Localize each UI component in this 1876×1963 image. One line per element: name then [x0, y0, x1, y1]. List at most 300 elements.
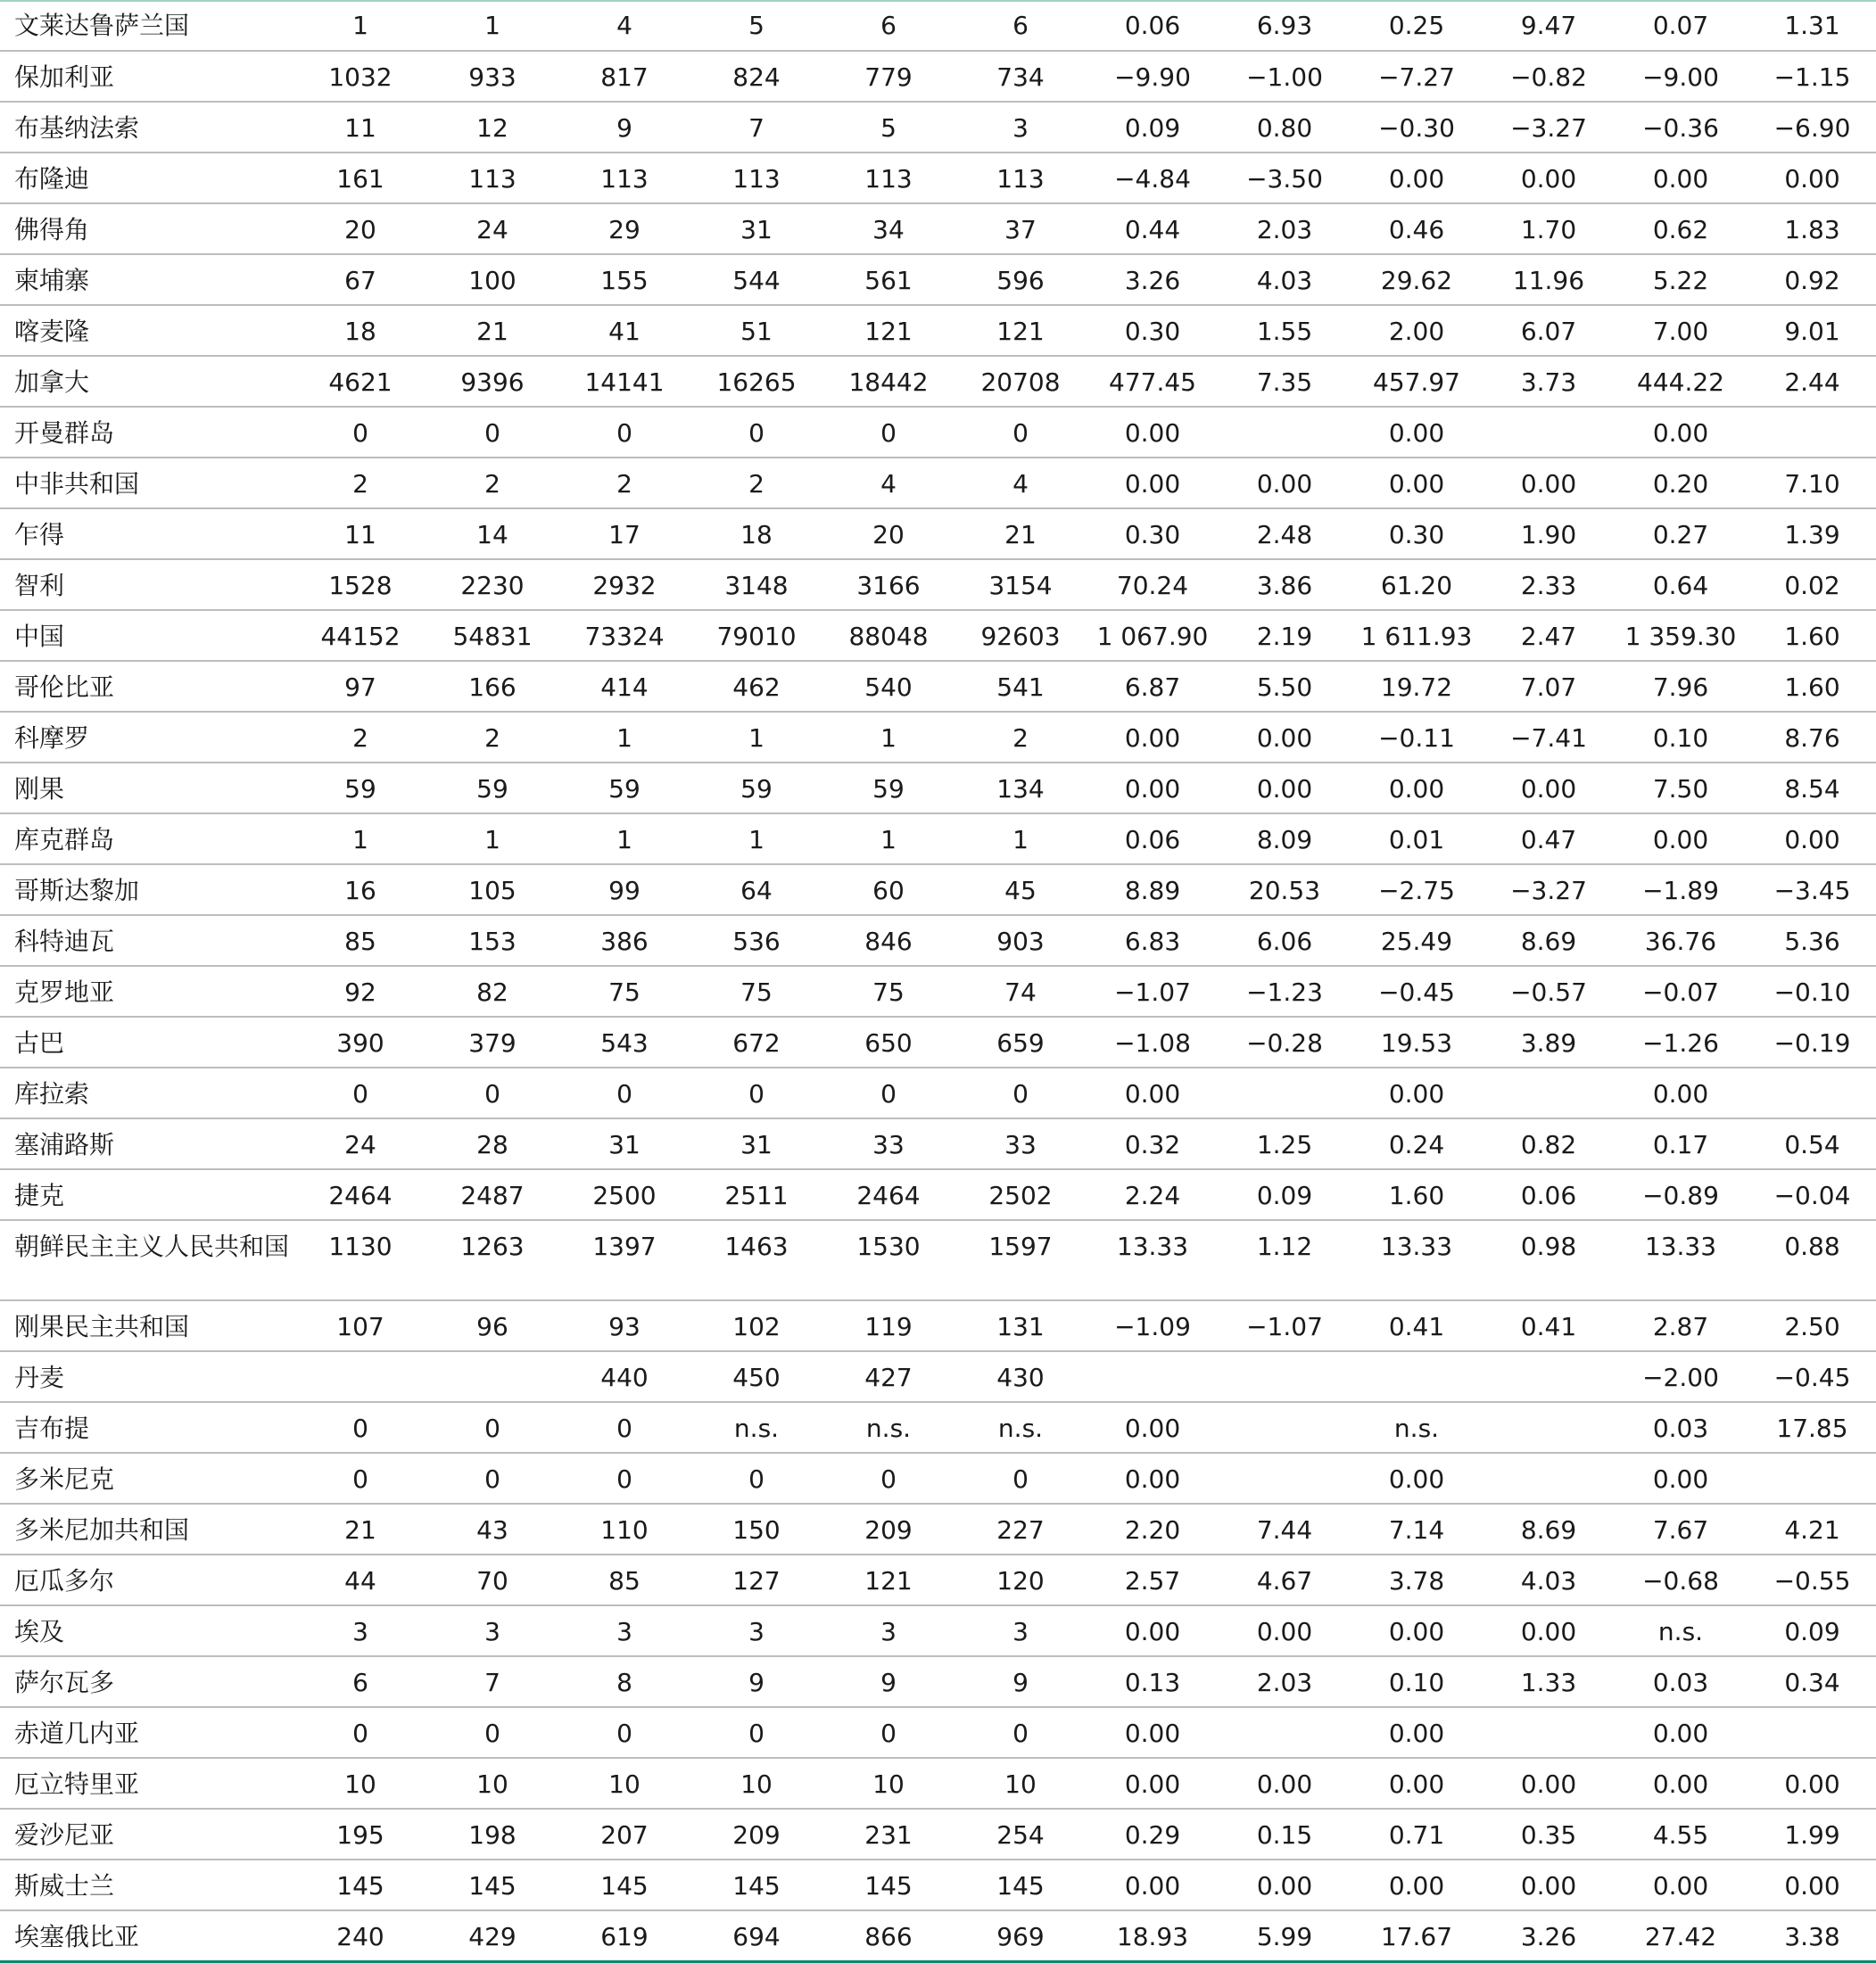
value-cell: 9.01 [1747, 305, 1876, 356]
value-cell: 25.49 [1351, 915, 1483, 966]
value-cell: 75 [690, 966, 822, 1017]
value-cell: 1528 [294, 559, 426, 610]
value-cell: 67 [294, 254, 426, 305]
value-cell: 240 [294, 1910, 426, 1961]
value-cell: 10 [690, 1758, 822, 1809]
value-cell: 10 [294, 1758, 426, 1809]
value-cell: 4 [558, 0, 690, 51]
value-cell: 127 [690, 1555, 822, 1605]
value-cell: 3.26 [1087, 254, 1219, 305]
value-cell: −0.28 [1219, 1017, 1351, 1068]
value-cell: 14 [426, 508, 558, 559]
value-cell: 0.07 [1615, 0, 1747, 51]
value-cell: 0.06 [1087, 0, 1219, 51]
value-cell: 0.02 [1747, 559, 1876, 610]
value-cell: 12 [426, 102, 558, 153]
table-row [0, 1169, 1876, 1220]
value-cell [1219, 1707, 1351, 1758]
value-cell: −1.00 [1219, 51, 1351, 102]
value-cell: 16265 [690, 356, 822, 407]
value-cell: 4 [822, 458, 955, 508]
table-row [0, 508, 1876, 559]
country-cell: 厄立特里亚 [0, 1758, 294, 1809]
value-cell: 0.00 [1351, 458, 1483, 508]
value-cell [1219, 1453, 1351, 1504]
value-cell: 0.00 [1219, 763, 1351, 813]
value-cell: −0.36 [1615, 102, 1747, 153]
value-cell: 119 [822, 1300, 955, 1351]
country-cell: 开曼群岛 [0, 407, 294, 458]
value-cell: 7.07 [1483, 661, 1615, 712]
value-cell: 0.00 [1087, 458, 1219, 508]
value-cell: 8 [558, 1656, 690, 1707]
value-cell: 1.33 [1483, 1656, 1615, 1707]
value-cell: 2.33 [1483, 559, 1615, 610]
value-cell: 0.00 [1483, 458, 1615, 508]
value-cell: 0.06 [1483, 1169, 1615, 1220]
country-cell: 柬埔寨 [0, 254, 294, 305]
value-cell: 41 [558, 305, 690, 356]
value-cell [1483, 1453, 1615, 1504]
country-cell: 萨尔瓦多 [0, 1656, 294, 1707]
value-cell: −3.45 [1747, 864, 1876, 915]
country-cell: 智利 [0, 559, 294, 610]
value-cell: 92 [294, 966, 426, 1017]
country-cell: 塞浦路斯 [0, 1118, 294, 1169]
value-cell: 1 [294, 0, 426, 51]
value-cell: 1.55 [1219, 305, 1351, 356]
value-cell [294, 1351, 426, 1402]
value-cell: 0 [822, 1707, 955, 1758]
value-cell: 18.93 [1087, 1910, 1219, 1961]
value-cell: 4.67 [1219, 1555, 1351, 1605]
value-cell: −4.84 [1087, 153, 1219, 203]
value-cell: 0.92 [1747, 254, 1876, 305]
value-cell: 1 359.30 [1615, 610, 1747, 661]
value-cell: 4.03 [1219, 254, 1351, 305]
value-cell: 5.36 [1747, 915, 1876, 966]
value-cell: 0.17 [1615, 1118, 1747, 1169]
value-cell: 37 [955, 203, 1087, 254]
value-cell: 0.00 [1219, 458, 1351, 508]
value-cell: 45 [955, 864, 1087, 915]
country-cell: 多米尼克 [0, 1453, 294, 1504]
table-row [0, 1555, 1876, 1605]
value-cell: 0.00 [1351, 1605, 1483, 1656]
value-cell: 2.03 [1219, 1656, 1351, 1707]
value-cell: 0.00 [1351, 153, 1483, 203]
table-row [0, 915, 1876, 966]
value-cell: 6.06 [1219, 915, 1351, 966]
value-cell: 0.03 [1615, 1656, 1747, 1707]
value-cell: 10 [955, 1758, 1087, 1809]
table-row [0, 559, 1876, 610]
value-cell: n.s. [690, 1402, 822, 1453]
value-cell: 29 [558, 203, 690, 254]
table-row [0, 1453, 1876, 1504]
value-cell: 2.00 [1351, 305, 1483, 356]
value-cell: −1.09 [1087, 1300, 1219, 1351]
table-row [0, 1809, 1876, 1860]
country-cell: 赤道几内亚 [0, 1707, 294, 1758]
value-cell: 166 [426, 661, 558, 712]
value-cell: 969 [955, 1910, 1087, 1961]
value-cell: 20708 [955, 356, 1087, 407]
value-cell: 17.85 [1747, 1402, 1876, 1453]
value-cell: 7.50 [1615, 763, 1747, 813]
value-cell: 11.96 [1483, 254, 1615, 305]
value-cell: 0.00 [1351, 1860, 1483, 1910]
table-row [0, 1707, 1876, 1758]
value-cell: 11 [294, 508, 426, 559]
value-cell: −1.26 [1615, 1017, 1747, 1068]
value-cell: 477.45 [1087, 356, 1219, 407]
value-cell: 3.73 [1483, 356, 1615, 407]
table-row [0, 1504, 1876, 1555]
value-cell: 3 [690, 1605, 822, 1656]
value-cell: 2464 [822, 1169, 955, 1220]
value-cell: 5 [822, 102, 955, 153]
value-cell: 99 [558, 864, 690, 915]
value-cell: 817 [558, 51, 690, 102]
value-cell: 28 [426, 1118, 558, 1169]
country-cell: 佛得角 [0, 203, 294, 254]
country-cell: 克罗地亚 [0, 966, 294, 1017]
country-cell: 刚果民主共和国 [0, 1300, 294, 1351]
value-cell: 0.00 [1615, 1860, 1747, 1910]
value-cell: 145 [822, 1860, 955, 1910]
value-cell: 155 [558, 254, 690, 305]
value-cell: 59 [558, 763, 690, 813]
value-cell: 0.00 [1483, 1860, 1615, 1910]
value-cell: 0 [558, 1707, 690, 1758]
value-cell: 13.33 [1087, 1220, 1219, 1300]
value-cell: 2487 [426, 1169, 558, 1220]
value-cell: 31 [690, 1118, 822, 1169]
table-row [0, 51, 1876, 102]
value-cell: 0.10 [1351, 1656, 1483, 1707]
table-row [0, 458, 1876, 508]
value-cell: 6 [822, 0, 955, 51]
value-cell: 0.00 [1747, 813, 1876, 864]
value-cell: 0.00 [1351, 1453, 1483, 1504]
value-cell: 2500 [558, 1169, 690, 1220]
value-cell: 0.00 [1087, 1860, 1219, 1910]
value-cell: 2502 [955, 1169, 1087, 1220]
value-cell: 5 [690, 0, 822, 51]
value-cell: 0.00 [1351, 763, 1483, 813]
value-cell: 0 [690, 407, 822, 458]
table-row [0, 813, 1876, 864]
table-row [0, 153, 1876, 203]
value-cell: 0.00 [1483, 763, 1615, 813]
value-cell: 10 [558, 1758, 690, 1809]
value-cell: 2.19 [1219, 610, 1351, 661]
value-cell: −1.15 [1747, 51, 1876, 102]
value-cell: 1.12 [1219, 1220, 1351, 1300]
value-cell: 44152 [294, 610, 426, 661]
value-cell: 694 [690, 1910, 822, 1961]
table-row [0, 1910, 1876, 1961]
value-cell: −1.89 [1615, 864, 1747, 915]
value-cell [426, 1351, 558, 1402]
value-cell: 544 [690, 254, 822, 305]
value-cell: 195 [294, 1809, 426, 1860]
value-cell: 105 [426, 864, 558, 915]
value-cell: 6.87 [1087, 661, 1219, 712]
value-cell: 6.83 [1087, 915, 1219, 966]
value-cell: 1.70 [1483, 203, 1615, 254]
value-cell: 9 [558, 102, 690, 153]
value-cell [1483, 1351, 1615, 1402]
value-cell: 19.53 [1351, 1017, 1483, 1068]
value-cell: 85 [294, 915, 426, 966]
value-cell: 1530 [822, 1220, 955, 1300]
value-cell: 18442 [822, 356, 955, 407]
value-cell [1483, 1402, 1615, 1453]
value-cell: 933 [426, 51, 558, 102]
value-cell: n.s. [1351, 1402, 1483, 1453]
value-cell: 79010 [690, 610, 822, 661]
value-cell: 75 [558, 966, 690, 1017]
country-cell: 爱沙尼亚 [0, 1809, 294, 1860]
value-cell: 2.24 [1087, 1169, 1219, 1220]
value-cell: −7.41 [1483, 712, 1615, 763]
value-cell: 0 [426, 1707, 558, 1758]
value-cell: 0.00 [1087, 1068, 1219, 1118]
value-cell: 10 [426, 1758, 558, 1809]
value-cell: 8.69 [1483, 915, 1615, 966]
value-cell: 0.80 [1219, 102, 1351, 153]
value-cell: 29.62 [1351, 254, 1483, 305]
value-cell: 0.46 [1351, 203, 1483, 254]
country-cell: 乍得 [0, 508, 294, 559]
value-cell: 16 [294, 864, 426, 915]
value-cell: 659 [955, 1017, 1087, 1068]
value-cell: 2.87 [1615, 1300, 1747, 1351]
value-cell: 209 [690, 1809, 822, 1860]
value-cell: 0.00 [1615, 1453, 1747, 1504]
value-cell: 0.27 [1615, 508, 1747, 559]
country-cell: 库拉索 [0, 1068, 294, 1118]
value-cell: 2464 [294, 1169, 426, 1220]
value-cell: 7 [690, 102, 822, 153]
country-cell: 科特迪瓦 [0, 915, 294, 966]
value-cell: 2230 [426, 559, 558, 610]
value-cell: 75 [822, 966, 955, 1017]
value-cell: 70 [426, 1555, 558, 1605]
value-cell: 1263 [426, 1220, 558, 1300]
table-row [0, 356, 1876, 407]
value-cell: 92603 [955, 610, 1087, 661]
value-cell: 0.00 [1087, 1707, 1219, 1758]
table-row [0, 254, 1876, 305]
value-cell: 113 [955, 153, 1087, 203]
value-cell: −0.55 [1747, 1555, 1876, 1605]
country-cell: 中非共和国 [0, 458, 294, 508]
value-cell: −0.19 [1747, 1017, 1876, 1068]
value-cell: 0.00 [1351, 1068, 1483, 1118]
value-cell: 134 [955, 763, 1087, 813]
value-cell: 0 [426, 407, 558, 458]
value-cell: 0.00 [1087, 1605, 1219, 1656]
value-cell: 9 [690, 1656, 822, 1707]
value-cell: 903 [955, 915, 1087, 966]
country-cell: 布隆迪 [0, 153, 294, 203]
value-cell [1483, 1707, 1615, 1758]
table-row [0, 1605, 1876, 1656]
table-row [0, 1402, 1876, 1453]
value-cell: 254 [955, 1809, 1087, 1860]
value-cell: n.s. [955, 1402, 1087, 1453]
value-cell: 1 [558, 712, 690, 763]
value-cell: 7.67 [1615, 1504, 1747, 1555]
country-cell: 多米尼加共和国 [0, 1504, 294, 1555]
value-cell: 440 [558, 1351, 690, 1402]
value-cell: 6 [294, 1656, 426, 1707]
value-cell: 1.25 [1219, 1118, 1351, 1169]
value-cell: 846 [822, 915, 955, 966]
value-cell: −3.27 [1483, 864, 1615, 915]
value-cell: 0.00 [1615, 407, 1747, 458]
value-cell: n.s. [1615, 1605, 1747, 1656]
value-cell: 414 [558, 661, 690, 712]
value-cell: 1 [690, 712, 822, 763]
value-cell: 121 [822, 305, 955, 356]
value-cell: 0.00 [1615, 813, 1747, 864]
country-cell: 斯威士兰 [0, 1860, 294, 1910]
value-cell: 7.14 [1351, 1504, 1483, 1555]
value-cell: 561 [822, 254, 955, 305]
value-cell: 0 [426, 1453, 558, 1504]
value-cell: 3.38 [1747, 1910, 1876, 1961]
table-row [0, 203, 1876, 254]
value-cell [1747, 407, 1876, 458]
value-cell: 36.76 [1615, 915, 1747, 966]
table-row [0, 1068, 1876, 1118]
value-cell: 3 [822, 1605, 955, 1656]
value-cell: 541 [955, 661, 1087, 712]
value-cell: 60 [822, 864, 955, 915]
value-cell: 113 [426, 153, 558, 203]
table-row [0, 712, 1876, 763]
value-cell: 18 [294, 305, 426, 356]
value-cell: 0.41 [1351, 1300, 1483, 1351]
value-cell [1747, 1453, 1876, 1504]
value-cell: 145 [426, 1860, 558, 1910]
country-cell: 库克群岛 [0, 813, 294, 864]
value-cell: 0.13 [1087, 1656, 1219, 1707]
value-cell: 59 [294, 763, 426, 813]
country-cell: 刚果 [0, 763, 294, 813]
value-cell: 8.69 [1483, 1504, 1615, 1555]
table-row [0, 1860, 1876, 1910]
value-cell: 0.41 [1483, 1300, 1615, 1351]
value-cell: −1.07 [1219, 1300, 1351, 1351]
value-cell: 0 [822, 407, 955, 458]
value-cell: 2932 [558, 559, 690, 610]
value-cell: 0.00 [1087, 407, 1219, 458]
value-cell: 824 [690, 51, 822, 102]
value-cell: 113 [822, 153, 955, 203]
value-cell: 5.99 [1219, 1910, 1351, 1961]
value-cell: 0 [690, 1453, 822, 1504]
value-cell: 145 [294, 1860, 426, 1910]
value-cell: 0.09 [1747, 1605, 1876, 1656]
value-cell: 4621 [294, 356, 426, 407]
value-cell: 0.98 [1483, 1220, 1615, 1300]
value-cell: 209 [822, 1504, 955, 1555]
value-cell: 153 [426, 915, 558, 966]
value-cell: 20 [822, 508, 955, 559]
value-cell: 18 [690, 508, 822, 559]
value-cell: 0.06 [1087, 813, 1219, 864]
value-cell: 17.67 [1351, 1910, 1483, 1961]
value-cell: 93 [558, 1300, 690, 1351]
value-cell: 33 [955, 1118, 1087, 1169]
value-cell: 8.09 [1219, 813, 1351, 864]
value-cell: 0.00 [1351, 1758, 1483, 1809]
value-cell: 0 [294, 1402, 426, 1453]
value-cell: −7.27 [1351, 51, 1483, 102]
value-cell: 0.00 [1219, 712, 1351, 763]
value-cell: 59 [690, 763, 822, 813]
value-cell: 1 [558, 813, 690, 864]
value-cell: 88048 [822, 610, 955, 661]
table-row [0, 1656, 1876, 1707]
value-cell: 145 [955, 1860, 1087, 1910]
value-cell: 0.24 [1351, 1118, 1483, 1169]
value-cell: 2 [426, 712, 558, 763]
value-cell: 650 [822, 1017, 955, 1068]
value-cell: 7 [426, 1656, 558, 1707]
value-cell: 107 [294, 1300, 426, 1351]
value-cell: 0.25 [1351, 0, 1483, 51]
value-cell: 0.03 [1615, 1402, 1747, 1453]
value-cell: 7.35 [1219, 356, 1351, 407]
value-cell: 131 [955, 1300, 1087, 1351]
value-cell: 0.47 [1483, 813, 1615, 864]
value-cell: 3 [294, 1605, 426, 1656]
value-cell: −0.04 [1747, 1169, 1876, 1220]
value-cell: 59 [426, 763, 558, 813]
value-cell: 390 [294, 1017, 426, 1068]
value-cell [1219, 407, 1351, 458]
value-cell: 1.83 [1747, 203, 1876, 254]
value-cell: 0.44 [1087, 203, 1219, 254]
value-cell: 0 [690, 1707, 822, 1758]
value-cell: 20 [294, 203, 426, 254]
value-cell: 227 [955, 1504, 1087, 1555]
country-cell: 哥斯达黎加 [0, 864, 294, 915]
value-cell: 0.00 [1087, 712, 1219, 763]
value-cell: 27.42 [1615, 1910, 1747, 1961]
value-cell: 0.30 [1351, 508, 1483, 559]
value-cell: 0 [690, 1068, 822, 1118]
value-cell: 2511 [690, 1169, 822, 1220]
value-cell: 120 [955, 1555, 1087, 1605]
value-cell: 4.03 [1483, 1555, 1615, 1605]
value-cell: 145 [690, 1860, 822, 1910]
value-cell: −2.75 [1351, 864, 1483, 915]
table-row [0, 864, 1876, 915]
value-cell: 866 [822, 1910, 955, 1961]
country-cell: 古巴 [0, 1017, 294, 1068]
value-cell: 1.31 [1747, 0, 1876, 51]
value-cell: 2 [690, 458, 822, 508]
value-cell: 0.29 [1087, 1809, 1219, 1860]
value-cell: 73324 [558, 610, 690, 661]
